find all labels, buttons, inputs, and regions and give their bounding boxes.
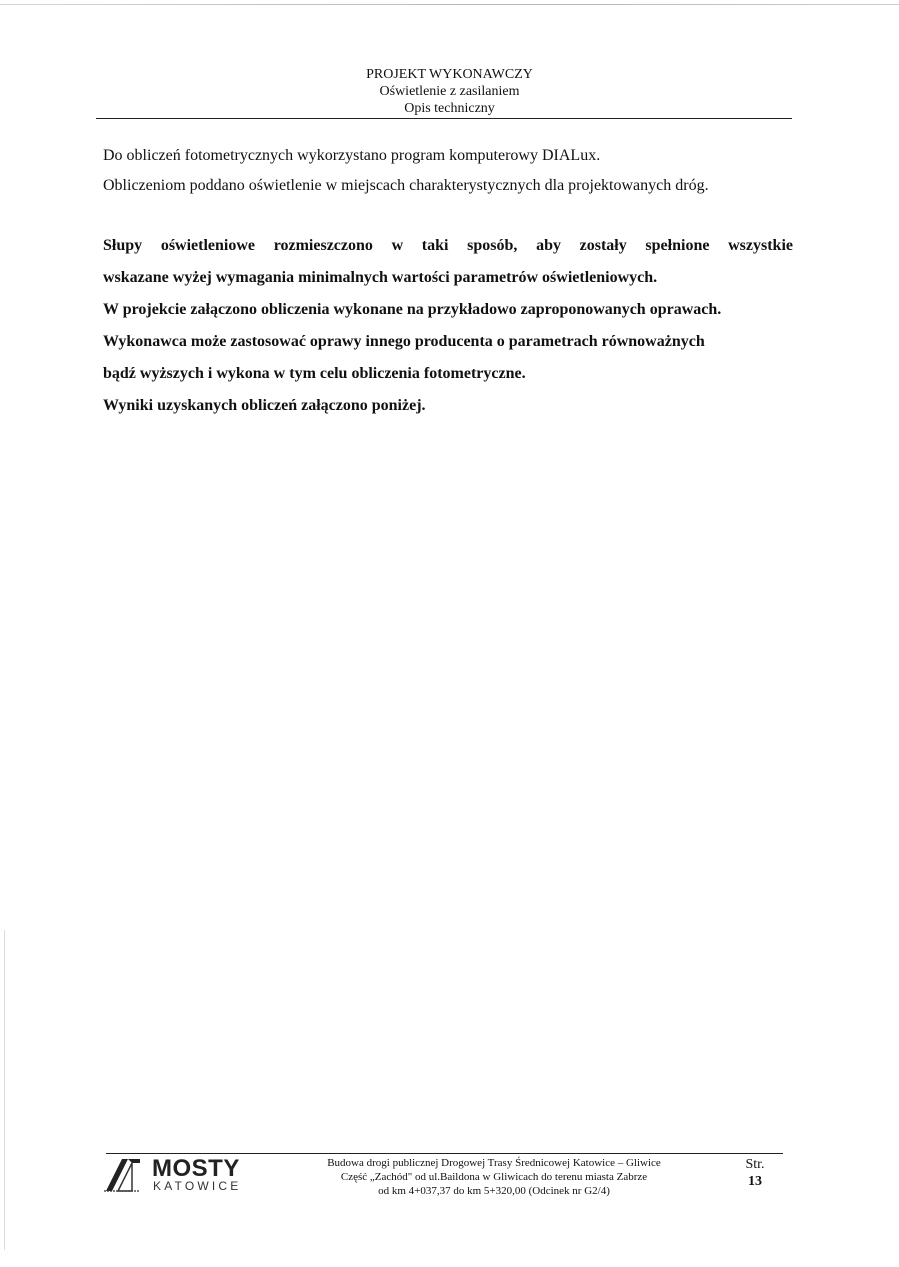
page-number: 13 — [748, 1174, 762, 1189]
document-title: PROJEKT WYKONAWCZY — [366, 67, 533, 82]
page-label: Str. — [745, 1157, 765, 1172]
mosty-logo-icon — [104, 1157, 142, 1193]
text-line: bądź wyższych i wykona w tym celu obliczenia fotometryczne. — [103, 365, 526, 382]
footer-line: Budowa drogi publicznej Drogowej Trasy Średnicowej Katowice – Gliwice — [327, 1157, 661, 1169]
logo-name: MOSTY — [152, 1155, 240, 1182]
paragraph-dialux — [103, 141, 793, 201]
text-line: Obliczeniom poddano oświetlenie w miejscach charakterystycznych dla projektowanych dróg. — [103, 177, 709, 194]
footer-line: od km 4+037,37 do km 5+320,00 (Odcinek nr G2/4) — [378, 1185, 610, 1197]
project-description — [298, 1156, 690, 1198]
text-line: Słupy oświetleniowe rozmieszczono w taki sposób, aby zostały spełnione wszystkie — [103, 237, 793, 254]
company-logo — [104, 1157, 254, 1197]
text-line: wskazane wyżej wymagania minimalnych wartości parametrów oświetleniowych. — [103, 269, 658, 286]
document-header — [0, 66, 899, 117]
document-subtitle: Oświetlenie z zasilaniem — [379, 84, 520, 99]
paragraph-requirements — [103, 230, 793, 422]
text-line: W projekcie załączono obliczenia wykonane na przykładowo zaproponowanych oprawach. — [103, 301, 722, 318]
footer-line: Część „Zachód" od ul.Baildona w Gliwicach do terenu miasta Zabrze — [340, 1171, 648, 1183]
text-line: Wyniki uzyskanych obliczeń załączono poniżej. — [103, 397, 426, 414]
text-line: Wykonawca może zastosować oprawy innego producenta o parametrach równoważnych — [103, 333, 705, 350]
header-divider — [96, 118, 792, 119]
logo-city: KATOWICE — [153, 1179, 242, 1193]
scan-edge-top — [0, 4, 899, 5]
scan-edge-left — [4, 930, 5, 1250]
page-indicator — [720, 1156, 790, 1190]
footer-divider — [106, 1153, 783, 1154]
document-section: Opis techniczny — [404, 101, 495, 116]
text-line: Do obliczeń fotometrycznych wykorzystano program komputerowy DIALux. — [103, 147, 601, 164]
